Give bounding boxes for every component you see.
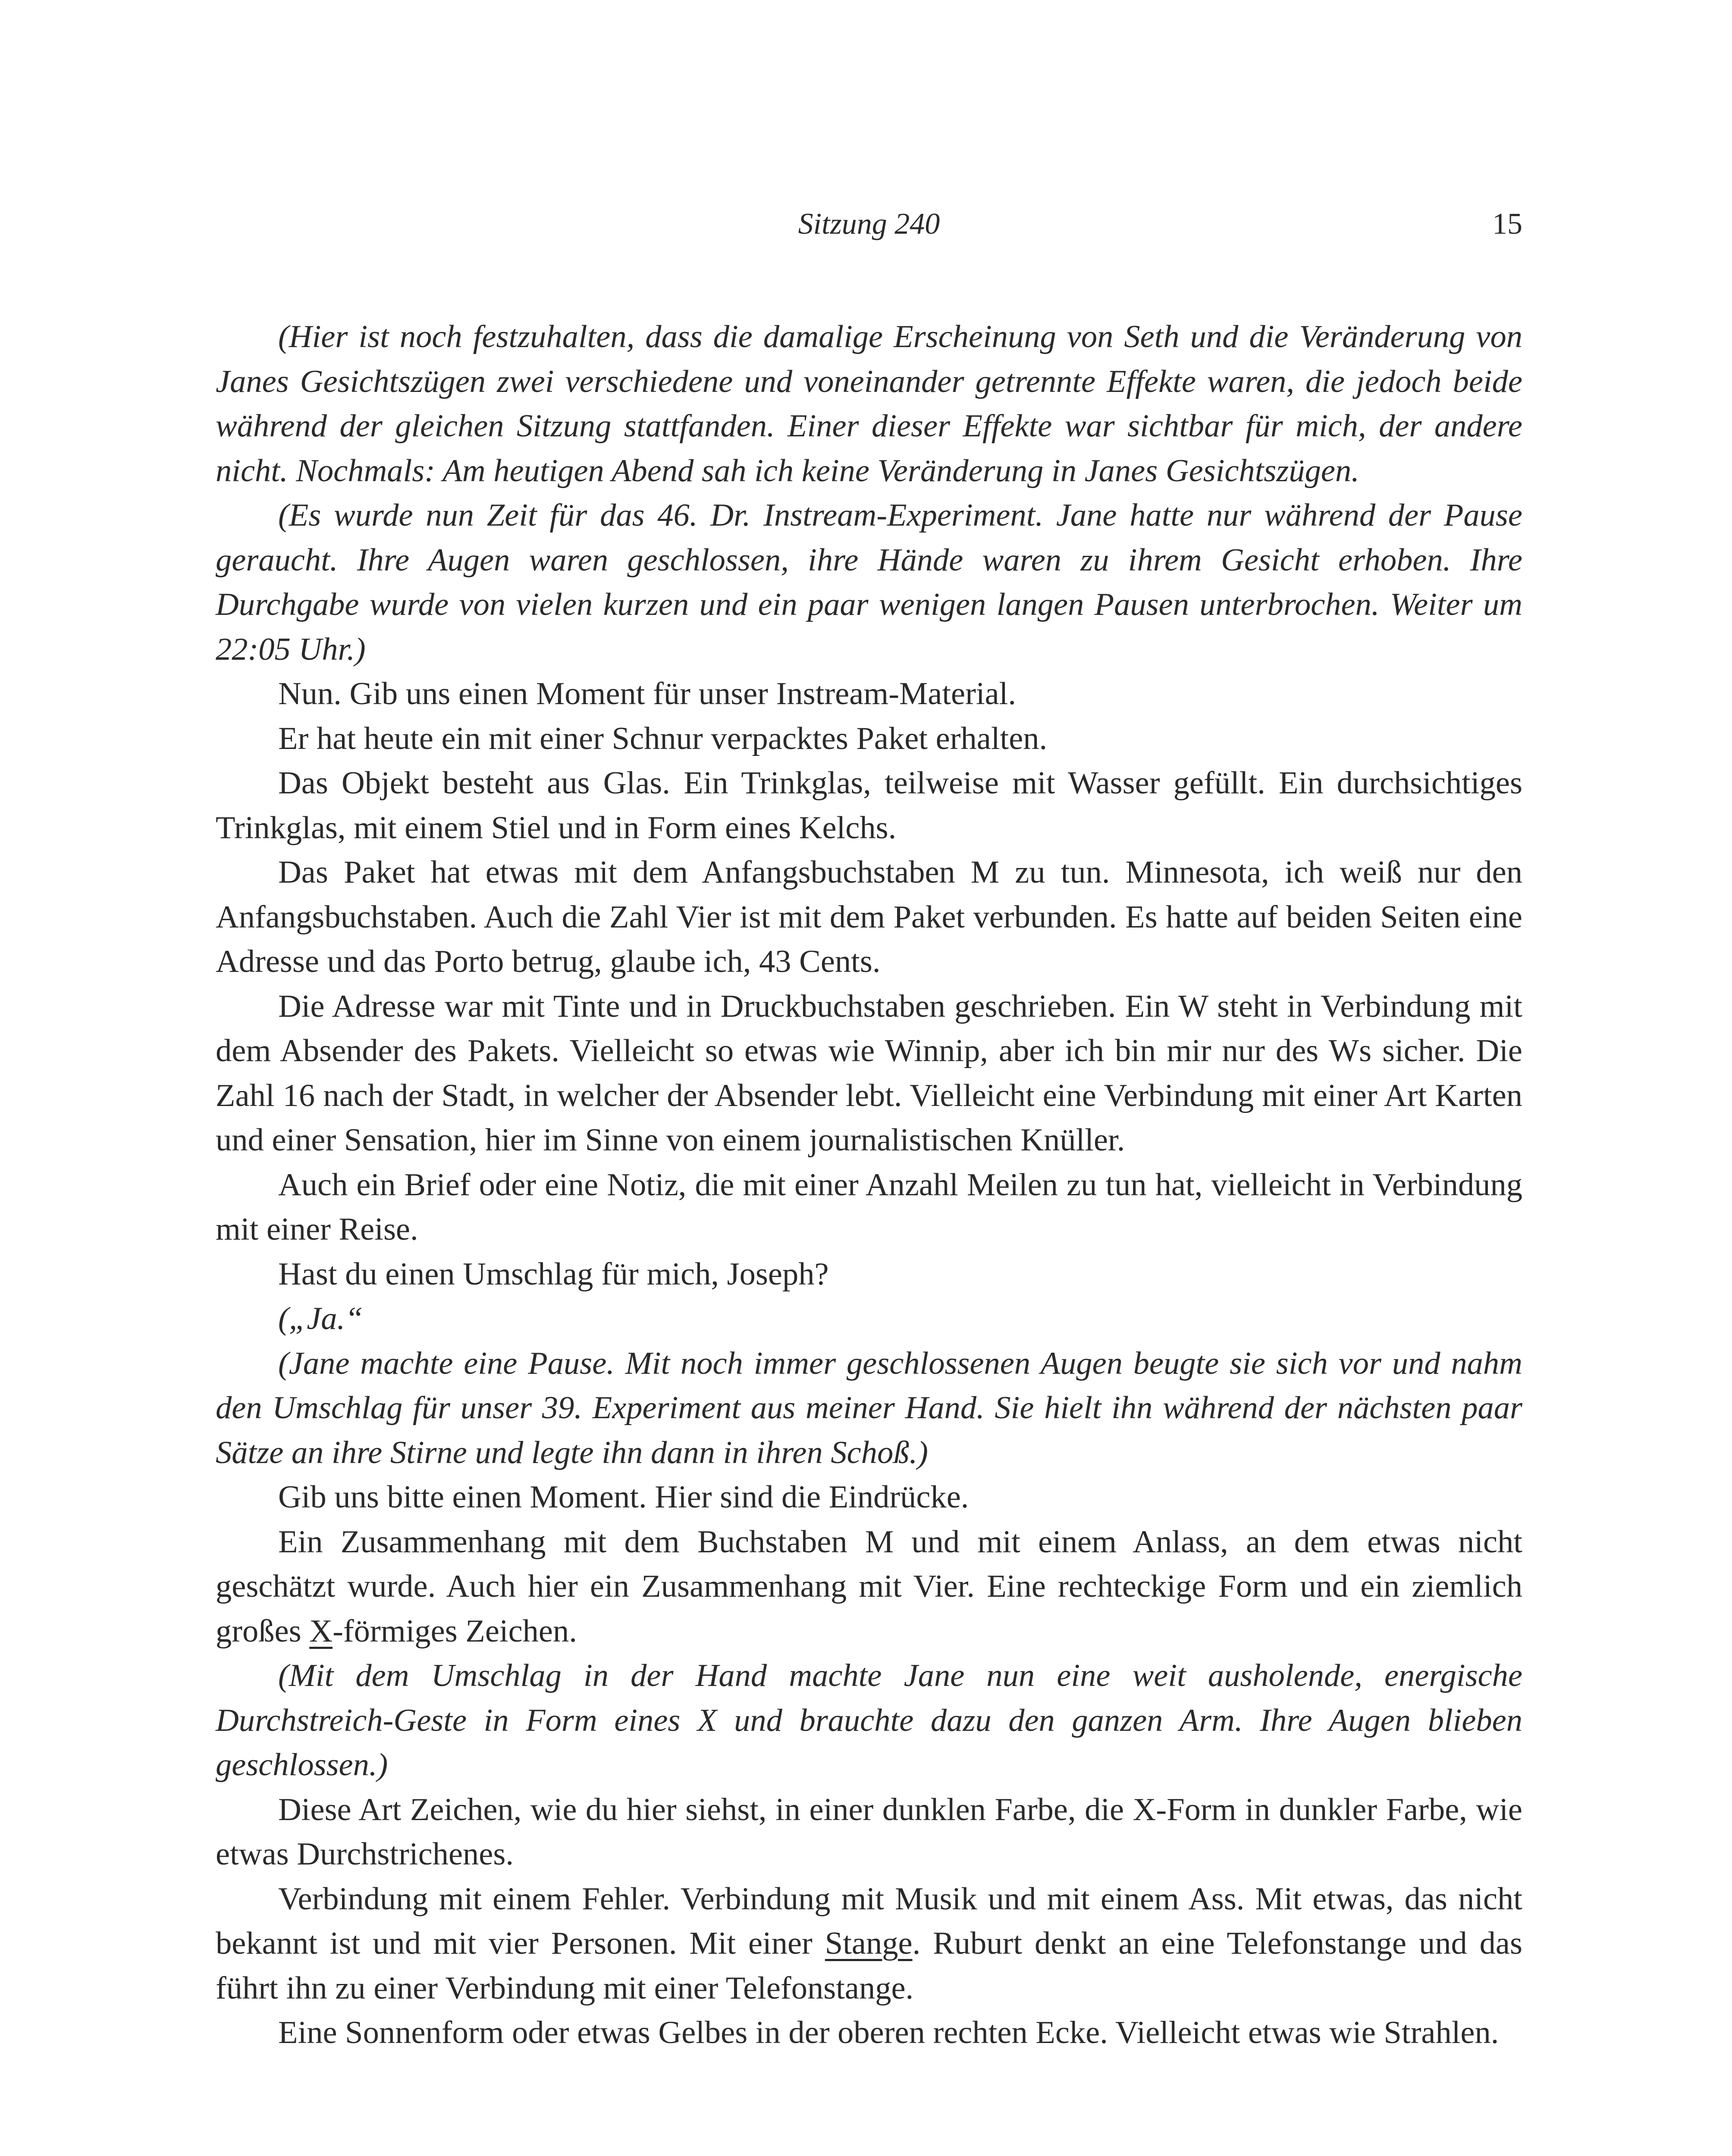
seth-dictation: Er hat heute ein mit einer Schnur verpacktes Paket erhalten. xyxy=(278,721,1048,756)
page-number: 15 xyxy=(1492,207,1522,241)
running-head xyxy=(216,203,1522,246)
underlined-word: Stange xyxy=(825,1926,913,1961)
seth-dictation: Nun. Gib uns einen Moment für unser Instream-Material. xyxy=(278,676,1016,711)
text-segment: -förmiges Zeichen. xyxy=(333,1613,577,1649)
seth-dictation: Das Paket hat etwas mit dem Anfangsbuchstaben M zu tun. Minnesota, ich weiß nur den Anfangsbuchstaben. Auch die Zahl Vier ist mit dem Paket verbunden. Es hatte auf beiden Seiten eine Adresse und das Porto betrug, glaube ich, 43 Cents. xyxy=(216,855,1522,979)
seth-dictation: Auch ein Brief oder eine Notiz, die mit einer Anzahl Meilen zu tun hat, vielleicht in Verbindung mit einer Reise. xyxy=(216,1167,1522,1247)
seth-dictation: Die Adresse war mit Tinte und in Druckbuchstaben geschrieben. Ein W steht in Verbindung mit dem Absender des Pakets. Vielleicht so etwas wie Winnip, aber ich bin mir nur des Ws sicher. Die Zahl 16 nach der Stadt, in welcher der Absender lebt. Vielleicht eine Verbindung mit einer Art Karten und einer Sensation, hier im Sinne von einem journalistischen Knüller. xyxy=(216,988,1522,1158)
text-segment: Ein Zusammenhang mit dem Buchstaben M und mit einem Anlass, an dem etwas nicht geschätzt wurde. Auch hier ein Zusammenhang mit Vier. Eine rechteckige Form und ein ziemlich großes xyxy=(216,1524,1522,1649)
underlined-word: X xyxy=(309,1613,333,1649)
session-note: (Hier ist noch festzuhalten, dass die damalige Erscheinung von Seth und die Veränderung von Janes Gesichtszügen zwei verschiedene und voneinander getrennte Effekte waren, die jedoch beide während der gleichen Sitzung stattfanden. Einer dieser Effekte war sichtbar für mich, der andere nicht. Nochmals: Am heutigen Abend sah ich keine Veränderung in Janes Gesichtszügen. xyxy=(216,319,1522,489)
session-note: („Ja.“ xyxy=(278,1301,363,1336)
seth-dictation: Diese Art Zeichen, wie du hier siehst, in einer dunklen Farbe, die X-Form in dunkler Farbe, wie etwas Durchstrichenes. xyxy=(216,1792,1522,1872)
session-note: (Jane machte eine Pause. Mit noch immer geschlossenen Augen beugte sie sich vor und nahm den Umschlag für unser 39. Experiment aus meiner Hand. Sie hielt ihn während der nächsten paar Sätze an ihre Stirne und legte ihn dann in ihren Schoß.) xyxy=(216,1345,1522,1470)
session-note: (Mit dem Umschlag in der Hand machte Jane nun eine weit ausholende, energische Durchstreich-Geste in Form eines X und brauchte dazu den ganzen Arm. Ihre Augen blieben geschlossen.) xyxy=(216,1658,1522,1783)
text-segment: Verbindung mit einem Fehler. Verbindung mit Musik und mit einem Ass. Mit etwas, das nicht bekannt ist und mit vier Personen. Mit einer xyxy=(216,1881,1522,1961)
seth-dictation xyxy=(216,1877,1522,2011)
seth-dictation: Hast du einen Umschlag für mich, Joseph? xyxy=(278,1256,829,1292)
text-segment: . Ruburt denkt an eine Telefonstange und das führt ihn zu einer Verbindung mit einer Telefonstange. xyxy=(216,1926,1522,2006)
seth-dictation xyxy=(216,1520,1522,1654)
body-text xyxy=(216,315,1522,2056)
session-note: (Es wurde nun Zeit für das 46. Dr. Instream-Experiment. Jane hatte nur während der Pause geraucht. Ihre Augen waren geschlossen, ihre Hände waren zu ihrem Gesicht erhoben. Ihre Durchgabe wurde von vielen kurzen und ein paar wenigen langen Pausen unterbrochen. Weiter um 22:05 Uhr.) xyxy=(216,498,1522,667)
seth-dictation: Das Objekt besteht aus Glas. Ein Trinkglas, teilweise mit Wasser gefüllt. Ein durchsichtiges Trinkglas, mit einem Stiel und in Form eines Kelchs. xyxy=(216,765,1522,846)
running-title: Sitzung 240 xyxy=(798,207,940,241)
seth-dictation: Eine Sonnenform oder etwas Gelbes in der oberen rechten Ecke. Vielleicht etwas wie Strahlen. xyxy=(278,2015,1499,2050)
seth-dictation: Gib uns bitte einen Moment. Hier sind die Eindrücke. xyxy=(278,1479,969,1515)
